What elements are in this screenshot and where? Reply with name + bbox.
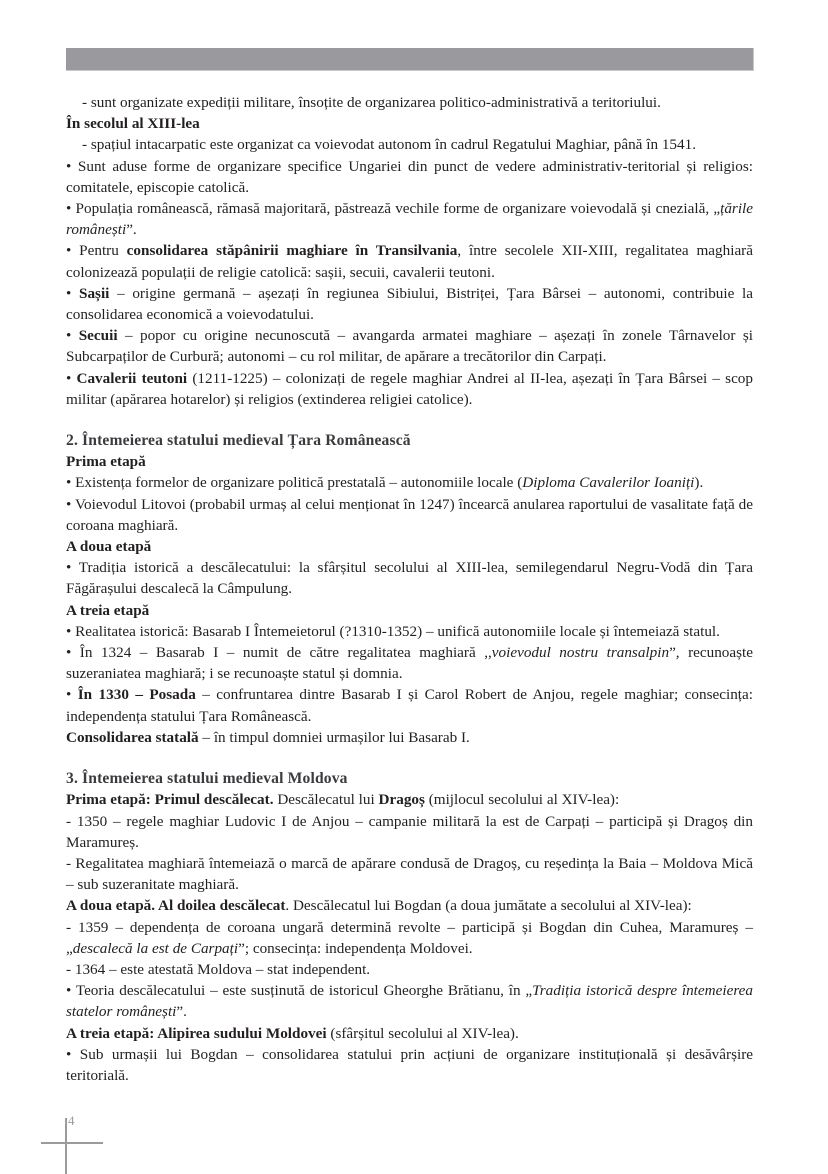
paragraph-sasii: • Sașii – origine germană – așezați în regiunea Sibiului, Bistriței, Țara Bârsei – autonomi, contribuie la consolidarea economică a voievodatului. — [66, 284, 753, 324]
paragraph-teoria-descalecatului: • Teoria descălecatului – este susținută de istoricul Gheorghe Brătianu, în „Tradiția istorică despre întemeierea statelor românești”. — [66, 982, 753, 1021]
paragraph-1359-bogdan: - 1359 – dependența de coroana ungară determină revolte – participă și Bogdan din Cuhea, Maramureș – „descalecă la est de Carpați”; consecința: independența Moldovei. — [66, 918, 753, 957]
section-spacer-1 — [66, 410, 753, 430]
page-header-bar — [66, 48, 754, 71]
subheading-a-doua-etapa: A doua etapă — [66, 538, 152, 556]
section-heading-3: 3. Întemeierea statului medieval Moldova — [66, 770, 348, 788]
crop-mark-vertical — [65, 1118, 67, 1174]
paragraph-consolidarea-statala: Consolidarea statală – în timpul domniei urmașilor lui Basarab I. — [66, 728, 470, 746]
paragraph-1324-transalpin: • În 1324 – Basarab I – numit de către regalitatea maghiară ,,voievodul nostru transalpin”, recunoaște suzeraniatea maghiară; i se recunoaște statul și domnia. — [66, 644, 754, 683]
paragraph-consolidarea-stapanirii: • Pentru consolidarea stăpânirii maghiare în Transilvania, între secolele XII-XIII, regalitatea maghiară colonizează populații de religie catolică: sașii, secuii, cavalerii teutoni. — [66, 242, 753, 281]
paragraph-autonomii-locale: • Existența formelor de organizare politică prestatală – autonomiile locale (Diploma Cavalerilor Ioaniți). — [66, 474, 704, 492]
subheading-prima-etapa: Prima etapă — [66, 453, 146, 471]
paragraph-primul-descalecat: Prima etapă: Primul descălecat. Descălecatul lui Dragoș (mijlocul secolului al XIV-lea): — [66, 791, 620, 809]
paragraph-spatiul-intracarpatic: - spațiul intacarpatic este organizat ca voievodat autonom în cadrul Regatului Maghiar, până în 1541. — [82, 136, 697, 154]
section-moldova — [66, 768, 753, 1086]
paragraph-urmasii-bogdan: • Sub urmașii lui Bogdan – consolidarea statului prin acțiuni de organizare instituțională și desăvârșire teritorială. — [66, 1045, 753, 1084]
paragraph-alipirea-sudului: A treia etapă: Alipirea sudului Moldovei (sfârșitul secolului al XIV-lea). — [66, 1024, 519, 1042]
paragraph-al-doilea-descalecat: A doua etapă. Al doilea descălecat. Descălecatul lui Bogdan (a doua jumătate a secolului al XIV-lea): — [66, 897, 692, 915]
intro-block — [66, 92, 753, 410]
paragraph-posada: • În 1330 – Posada – confruntarea dintre Basarab I și Carol Robert de Anjou, regele maghiar; consecința: independența statului Țara Românească. — [66, 686, 753, 725]
paragraph-litovoi: • Voievodul Litovoi (probabil urmaș al celui menționat în 1247) încearcă anularea raportului de vasalitate față de coroana maghiară. — [66, 495, 753, 534]
paragraph-1350-ludovic: - 1350 – regele maghiar Ludovic I de Anjou – campanie militară la est de Carpați – participă și Dragoș din Maramureș. — [66, 812, 753, 851]
paragraph-1364-atestare: - 1364 – este atestată Moldova – stat independent. — [66, 960, 371, 978]
crop-mark-horizontal — [41, 1142, 103, 1144]
subheading-secolul-xiii: În secolul al XIII-lea — [66, 115, 200, 133]
section-spacer-2 — [66, 748, 753, 768]
paragraph-cavalerii-teutoni: • Cavalerii teutoni (1211-1225) – colonizați de regele maghiar Andrei al II-lea, așezați în Țara Bârsei – scop militar (apărarea hotarelor) și religios (extinderea religiei catolice). — [66, 369, 753, 408]
paragraph-populatia-romaneasca: • Populația românească, rămasă majoritară, păstrează vechile forme de organizare voievodală și cnezială, „țările românești”. — [66, 200, 753, 239]
page-content — [66, 92, 753, 1086]
paragraph-negru-voda: • Tradiția istorică a descălecatului: la sfârșitul secolului al XIII-lea, semilegendarul Negru-Vodă din Țara Făgărașului descalecă la Câmpulung. — [66, 559, 753, 598]
paragraph-marca-aparare: - Regalitatea maghiară întemeiază o marcă de apărare condusă de Dragoș, cu reședința la Baia – Moldova Mică – sub suzeranitate maghiară. — [66, 854, 753, 894]
paragraph-expeditii: - sunt organizate expediții militare, însoțite de organizarea politico-administrativă a teritoriului. — [82, 94, 661, 111]
section-heading-2: 2. Întemeierea statului medieval Țara Românească — [66, 432, 411, 450]
paragraph-basarab-intemeietorul: • Realitatea istorică: Basarab I Întemeietorul (?1310-1352) – unifică autonomiile locale și întemeiază statul. — [66, 622, 720, 640]
page-number: 4 — [68, 1113, 75, 1128]
paragraph-forme-organizare: • Sunt aduse forme de organizare specifice Ungariei din punct de vedere administrativ-teritorial și religios: comitatele, episcopie catolică. — [66, 157, 753, 196]
section-tara-romaneasca — [66, 430, 753, 748]
subheading-a-treia-etapa: A treia etapă — [66, 601, 150, 619]
paragraph-secuii: • Secuii – popor cu origine necunoscută – avangarda armatei maghiare – așezați în zonele Târnavelor și Subcarpaților de Curbură; autonomi – cu rol militar, de apărare a trecătorilor din Carpați. — [66, 327, 753, 366]
